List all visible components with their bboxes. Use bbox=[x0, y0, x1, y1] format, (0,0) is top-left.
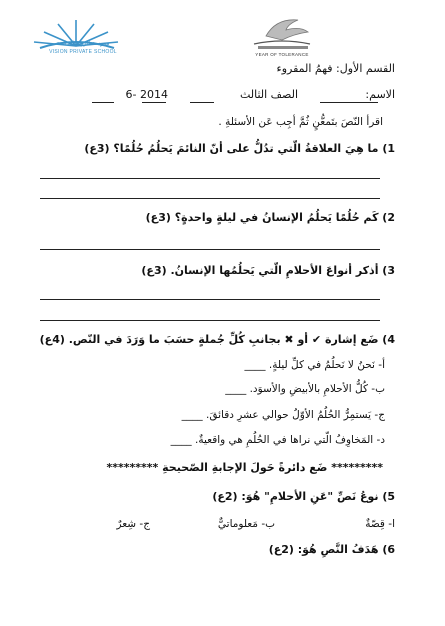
question-6: 6) هَدَفُ النَّصِ هُوَ: (2ع) bbox=[268, 543, 395, 556]
question-1: 1) ما هِيَ العلاقةُ الّتي تدُلُّ على أنّ النائمَ يَحلُمُ حُلُمًا؟ (3ع) bbox=[84, 142, 395, 155]
question-5: 5) نوعُ نَصِّ "عَنِ الأحلامِ" هُوَ: (2ع) bbox=[212, 490, 395, 503]
class-blank[interactable] bbox=[190, 102, 214, 103]
statement-a: أ- نَحنُ لا نَحلُمُ في كلِّ ليلةٍ. ____ bbox=[244, 359, 385, 371]
reading-instruction: اقرأ النّصَ بتَمعُّنٍ ثُمَّ أجِب عَن الأسئلةِ . bbox=[218, 116, 383, 128]
class-label: الصف الثالث bbox=[239, 88, 298, 101]
name-blank[interactable] bbox=[320, 102, 378, 103]
dove-icon bbox=[236, 14, 328, 54]
answer-line-3b[interactable] bbox=[40, 320, 380, 321]
question-2: 2) كَم حُلُمًا يَحلُمُ الإنسانُ في ليلةٍ واحدةٍ؟ (3ع) bbox=[145, 211, 395, 224]
tolerance-logo bbox=[236, 14, 328, 54]
tolerance-logo-caption: YEAR OF TOLERANCE bbox=[255, 52, 309, 57]
q5-option-c[interactable]: ج- شِعرٌ bbox=[116, 518, 150, 530]
name-label: الاسم: bbox=[365, 88, 395, 101]
school-name-en: VISION PRIVATE SCHOOL bbox=[49, 49, 117, 55]
answer-line-1a[interactable] bbox=[40, 178, 380, 179]
school-name-ar: مدرسة الرؤية الخاصة bbox=[56, 41, 110, 47]
section-title: القسم الأول: فهمُ المقروء bbox=[276, 62, 395, 75]
date-blank-2[interactable] bbox=[92, 102, 114, 103]
statement-b: ب- كُلُّ الأحلامِ بالأبيضِ والأسوَد. ____ bbox=[225, 383, 385, 395]
answer-line-2[interactable] bbox=[40, 249, 380, 250]
question-4: 4) ضَع إشارة ✔ أو ✖ بجانبِ كُلِّ جُملةٍ حسَبَ ما وَرَدَ في النّص. (4ع) bbox=[39, 333, 395, 346]
q5-option-b[interactable]: ب- مَعلوماتيٌّ bbox=[217, 518, 275, 530]
statement-d: د- المَخاوِفُ الّتي نراها في الحُلُمِ هي واقعيةٌ. ____ bbox=[170, 434, 385, 446]
date-blank-1[interactable] bbox=[142, 102, 166, 103]
date-text: 2014 -6 bbox=[125, 88, 168, 101]
statement-c: ج- يَستمِرُّ الحُلُمُ الأوّلُ حوالي عشرِ دقائقَ. ____ bbox=[181, 409, 385, 421]
question-3: 3) أذكر أنواعَ الأحلامِ الّتي يَحلُمُها الإنسانُ. (3ع) bbox=[141, 264, 395, 277]
answer-line-1b[interactable] bbox=[40, 198, 380, 199]
circle-instruction: ********* ضَع دائرةً حَولَ الإجابةِ الصّحيحةِ ********* bbox=[106, 461, 383, 474]
q5-option-a[interactable]: ا- قِصّةٌ bbox=[365, 518, 395, 530]
answer-line-3a[interactable] bbox=[40, 299, 380, 300]
